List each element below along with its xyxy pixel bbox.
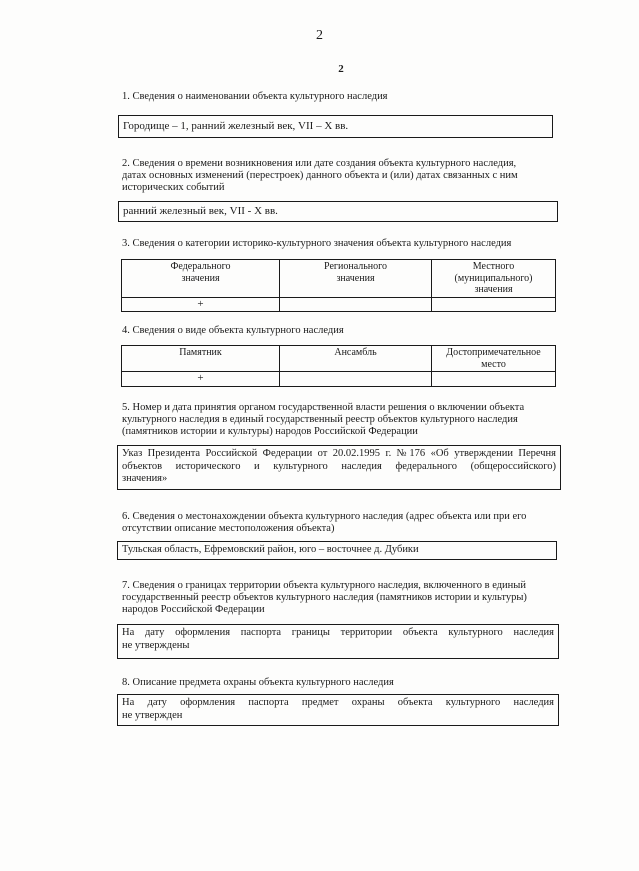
- category-local-header: Местного (муниципального) значения: [432, 260, 556, 298]
- section-7-heading-line: народов Российской Федерации: [122, 604, 265, 616]
- page-number-outer: 2: [316, 28, 323, 43]
- section-5-value-box: [117, 445, 561, 490]
- section-2-value: ранний железный век, VII - X вв.: [123, 205, 278, 217]
- category-federal-mark: +: [122, 297, 280, 312]
- section-3-heading: 3. Сведения о категории историко-культурного значения объекта культурного наследия: [122, 238, 512, 249]
- section-5-heading-line: (памятников истории и культуры) народов Российской Федерации: [122, 426, 418, 438]
- section-2-heading-line: 2. Сведения о времени возникновения или дате создания объекта культурного наследия,: [122, 158, 517, 169]
- section-1-heading: 1. Сведения о наименовании объекта культурного наследия: [122, 91, 388, 102]
- category-regional-mark: [280, 297, 432, 312]
- section-2-heading-line: датах основных изменений (перестроек) данного объекта и (или) датах связанных с ним: [122, 170, 518, 182]
- section-7-value-box: [117, 624, 559, 659]
- section-4-type-table: [121, 345, 556, 387]
- category-local-mark: [432, 297, 556, 312]
- section-5-value-line: объектов исторического и культурного наследия федерального (общероссийского): [122, 460, 556, 472]
- section-7-heading-line: государственный реестр объектов культурного наследия (памятников истории и культуры): [122, 592, 527, 604]
- section-1-value-box: [118, 115, 553, 138]
- category-regional-header: Регионального значения: [280, 260, 432, 298]
- category-federal-header: Федерального значения: [122, 260, 280, 298]
- section-6-value: Тульская область, Ефремовский район, юго – восточнее д. Дубики: [122, 544, 419, 555]
- section-2-value-box: [118, 201, 558, 222]
- section-8-value-line: не утвержден: [122, 709, 183, 721]
- section-2-heading: [122, 158, 562, 195]
- section-8-value-line: На дату оформления паспорта предмет охраны объекта культурного наследия: [122, 697, 554, 708]
- type-ensemble-mark: [280, 372, 432, 387]
- section-4-heading: 4. Сведения о виде объекта культурного наследия: [122, 325, 344, 336]
- page-number-inner: 2: [338, 63, 344, 75]
- section-3-category-table: [121, 259, 556, 312]
- section-2-heading-line: исторических событий: [122, 182, 225, 194]
- section-5-value-line: значения»: [122, 473, 168, 485]
- section-6-heading-line: отсутствии описание местоположения объекта): [122, 523, 335, 535]
- section-7-heading: [122, 580, 562, 617]
- section-5-heading-line: 5. Номер и дата принятия органом государственной власти решения о включении объекта: [122, 402, 525, 413]
- section-8-heading: 8. Описание предмета охраны объекта культурного наследия: [122, 677, 394, 688]
- section-5-heading: [122, 402, 562, 439]
- section-6-heading-line: 6. Сведения о местонахождении объекта культурного наследия (адрес объекта или при его: [122, 511, 527, 522]
- type-monument-mark: +: [122, 372, 280, 387]
- section-5-heading-line: культурного наследия в единый государственный реестр объектов культурного наследия: [122, 414, 518, 426]
- section-1-value: Городище – 1, ранний железный век, VII – X вв.: [123, 120, 349, 132]
- section-8-value-box: [117, 694, 559, 726]
- section-7-value-line: На дату оформления паспорта границы территории объекта культурного наследия: [122, 627, 554, 638]
- type-site-header: Достопримечательное место: [432, 346, 556, 372]
- section-5-value-line: Указ Президента Российской Федерации от 20.02.1995 г. №176 «Об утверждении Перечня: [122, 448, 556, 459]
- section-7-value-line: не утверждены: [122, 639, 190, 651]
- section-6-value-box: [117, 541, 557, 560]
- section-7-heading-line: 7. Сведения о границах территории объекта культурного наследия, включенного в единый: [122, 580, 526, 591]
- type-ensemble-header: Ансамбль: [280, 346, 432, 372]
- type-monument-header: Памятник: [122, 346, 280, 372]
- section-6-heading: [122, 511, 562, 535]
- type-site-mark: [432, 372, 556, 387]
